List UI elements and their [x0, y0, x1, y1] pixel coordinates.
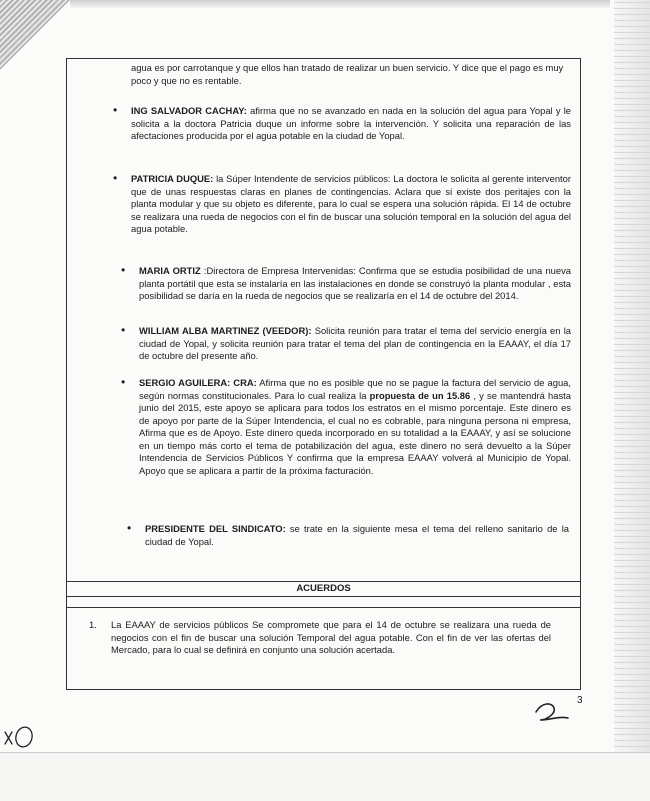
agreement-number: 1.: [89, 619, 97, 630]
scan-top-shadow: [70, 0, 610, 8]
bullet-icon: •: [121, 263, 126, 277]
signature-scribble-icon: [532, 698, 572, 726]
entry-william-alba: [121, 323, 571, 363]
bullet-icon: •: [113, 103, 118, 117]
agreement-item: [89, 619, 551, 657]
scan-bottom-margin: [0, 752, 650, 801]
entry-patricia-duque: [113, 171, 571, 236]
entry-text: afirma que no se avanzado en nada en la solución del agua para Yopal y le solicita a la doctora Patricia duque un informe sobre la intervención. Y solicita una reparación de las afectaciones producida por el agua potable en la ciudad de Yopal.: [131, 105, 571, 141]
entry-text: Solicita reunión para tratar el tema del servicio energía en la ciudad de Yopal, y solicita reunión para tratar el tema del plan de contingencia en la EAAAY, el día 17 de octubre del presente año.: [139, 325, 571, 361]
minutes-table: [66, 58, 581, 690]
handwritten-margin-mark-icon: [2, 722, 36, 752]
entry-text: Afirma que no es posible que no se pague la factura del servicio de agua, según normas constitucionales. Para lo cual realiza la: [139, 377, 571, 401]
entry-text: la Súper Intendente de servicios públicos: La doctora le solicita al gerente interventor que de unas respuestas claras en planes de contingencias. Aclara que si existe dos peritajes con la planta modular y que su objeto es diferente, para lo cual se espera una solución rápida. El 14 de octubre se realizara una rueda de negocios con el fin de buscar una solución temporal en la solución del agua del agua potable.: [131, 173, 571, 234]
entry-maria-ortiz: [121, 263, 572, 303]
bullet-icon: •: [121, 323, 126, 337]
bullet-icon: •: [121, 375, 126, 389]
entry-text: :Directora de Empresa Intervenidas: Confirma que se estudia posibilidad de una nueva planta portátil que esta se instalaría en las instalaciones en donde se construyó la planta modular , esta posibilidad se daría en la rueda de negocios que se realizaría en el 14 de octubre del 2014.: [139, 265, 572, 301]
speaker-name: SERGIO AGUILERA: CRA:: [139, 377, 257, 388]
entry-text: se trate en la siguiente mesa el tema del relleno sanitario de la ciudad de Yopal.: [145, 523, 570, 547]
entry-sergio-aguilera: [121, 375, 571, 477]
speaker-name: ING SALVADOR CACHAY:: [131, 105, 247, 116]
continuation-paragraph: agua es por carrotanque y que ellos han tratado de realizar un buen servicio. Y dice que el pago es muy poco y que no es rentable.: [131, 62, 564, 86]
speaker-name: WILLIAM ALBA MARTINEZ (VEEDOR):: [139, 325, 312, 336]
entry-presidente-sindicato: [127, 521, 570, 548]
speaker-name: PATRICIA DUQUE:: [131, 173, 214, 184]
speaker-name: PRESIDENTE DEL SINDICATO:: [145, 523, 286, 534]
speaker-name: MARIA ORTIZ: [139, 265, 201, 276]
entry-text: , y se mantendrá hasta junio del 2015, este apoyo se aplicara para todos los estratos en el mismo porcentaje. Este dinero es de apoyo por parte de la Súper Intendencia, el cual no es cobrable, para ninguna persona ni empresa, Afirma que es de Apoyo. Este dinero queda incorporado en su totalidad a la EAAAY, y así se solucione en un tiempo más corto el tema de potabilización del agua, este dinero no será devuelto a la Súper Intendencia de Servicios Públicos Y confirma que la empresa EAAAY volverá al Municipio de Yopal. Apoyo que se aplicara a partir de la próxima facturación.: [139, 389, 571, 476]
scan-right-edge: [614, 0, 650, 800]
acuerdos-header: ACUERDOS: [67, 582, 580, 597]
header-spacer-row: [67, 597, 580, 608]
agreement-text: La EAAAY de servicios públicos Se compromete que para el 14 de octubre se realizara una rueda de negocios con el fin de buscar una solución Temporal del agua potable. Con el fin de ver las ofertas del Mercado, para lo cual se definirá en conjunto una solución acertada.: [111, 619, 551, 655]
bullet-icon: •: [113, 171, 118, 185]
entry-salvador-cachay: [113, 103, 571, 143]
page-number: 3: [577, 695, 583, 706]
discussion-cell: [67, 59, 580, 582]
bullet-icon: •: [127, 521, 132, 535]
proposal-emphasis: propuesta de un 15.86: [369, 389, 471, 401]
scan-fold-artifact: [0, 0, 70, 70]
